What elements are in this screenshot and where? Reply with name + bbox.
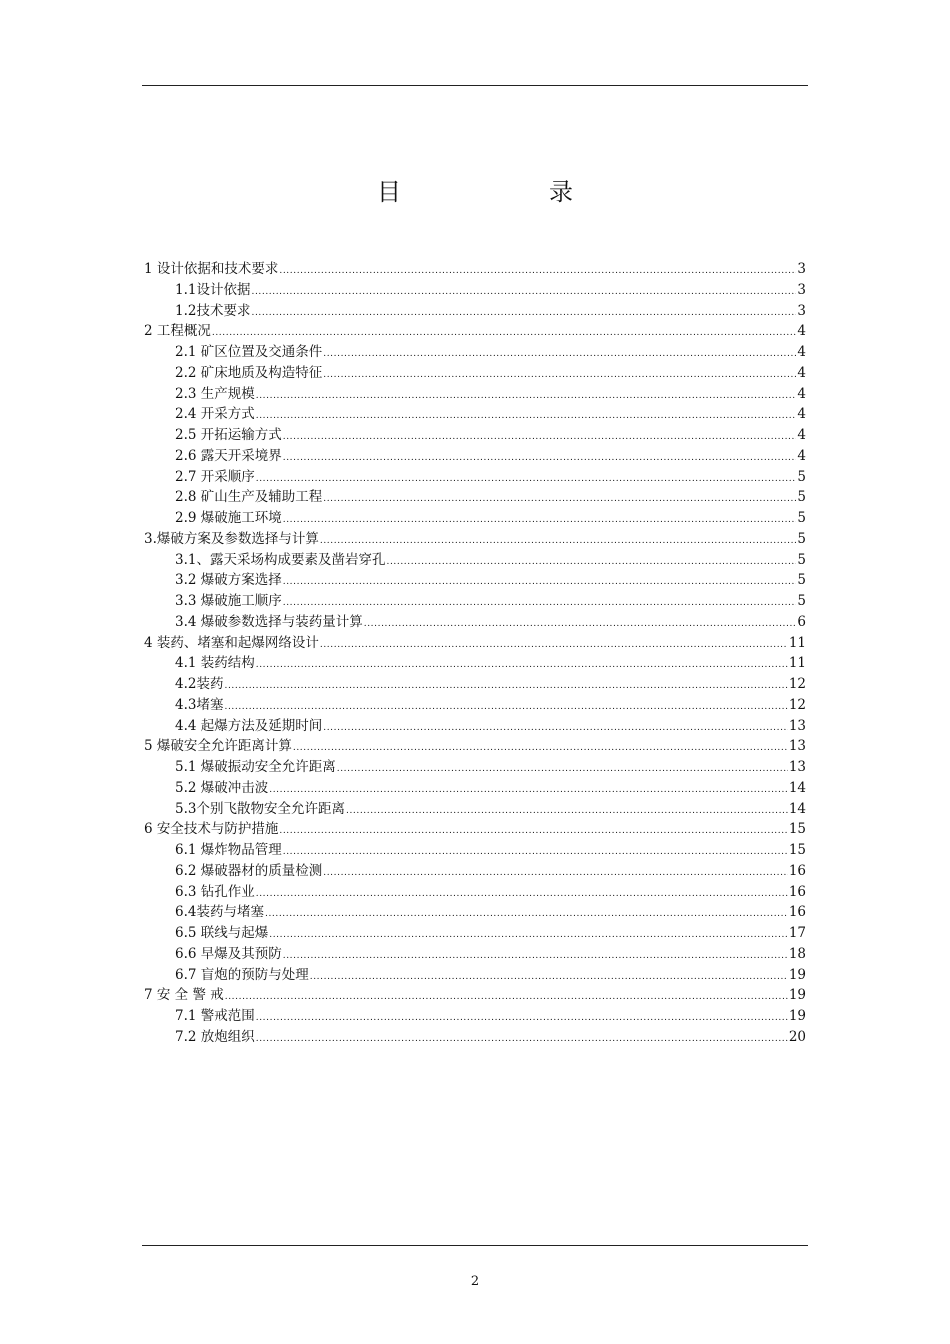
toc-entry[interactable] bbox=[144, 550, 806, 571]
toc-entry[interactable] bbox=[144, 342, 806, 363]
toc-leader-dots bbox=[310, 967, 788, 988]
toc-leader-dots bbox=[323, 365, 796, 386]
toc-leader-dots bbox=[283, 946, 788, 967]
toc-entry-label: 6.4装药与堵塞 bbox=[175, 904, 264, 921]
toc-entry-label: 3.1、露天采场构成要素及凿岩穿孔 bbox=[175, 551, 386, 568]
toc-entry-page: 4 bbox=[797, 364, 806, 381]
toc-leader-dots bbox=[256, 655, 788, 676]
toc-entry[interactable] bbox=[144, 591, 806, 612]
toc-entry-label: 7.2 放炮组织 bbox=[175, 1028, 255, 1045]
toc-entry[interactable] bbox=[144, 695, 806, 716]
toc-entry-label: 2.3 生产规模 bbox=[175, 385, 255, 402]
toc-entry-label: 3.2 爆破方案选择 bbox=[175, 572, 282, 589]
toc-entry-label: 2.2 矿床地质及构造特征 bbox=[175, 364, 323, 381]
toc-entry[interactable] bbox=[144, 902, 806, 923]
toc-entry-page: 14 bbox=[788, 779, 806, 796]
toc-entry-page: 13 bbox=[788, 717, 806, 734]
toc-entry-page: 3 bbox=[797, 302, 806, 319]
toc-leader-dots bbox=[269, 925, 788, 946]
toc-entry-page: 20 bbox=[788, 1028, 806, 1045]
toc-entry[interactable] bbox=[144, 612, 806, 633]
toc-entry[interactable] bbox=[144, 467, 806, 488]
toc-leader-dots bbox=[256, 1008, 788, 1029]
toc-leader-dots bbox=[323, 718, 788, 739]
toc-entry-page: 4 bbox=[797, 406, 806, 423]
toc-entry-label: 4.4 起爆方法及延期时间 bbox=[175, 717, 323, 734]
toc-entry-label: 4.1 装药结构 bbox=[175, 655, 255, 672]
toc-entry-label: 5.1 爆破振动安全允许距离 bbox=[175, 759, 336, 775]
toc-leader-dots bbox=[323, 489, 796, 510]
toc-entry[interactable] bbox=[144, 280, 806, 301]
toc-leader-dots bbox=[251, 282, 796, 303]
toc-leader-dots bbox=[212, 323, 797, 344]
toc-entry-label: 2.7 开采顺序 bbox=[175, 468, 255, 485]
toc-leader-dots bbox=[225, 987, 788, 1008]
toc-entry[interactable] bbox=[144, 508, 806, 529]
toc-leader-dots bbox=[283, 427, 797, 448]
toc-entry[interactable] bbox=[144, 985, 806, 1006]
toc-entry-page: 19 bbox=[788, 987, 806, 1004]
toc-entry-label: 2.9 爆破施工环境 bbox=[175, 510, 282, 526]
toc-entry-label: 7.1 警戒范围 bbox=[175, 1008, 255, 1024]
toc-entry[interactable] bbox=[144, 799, 806, 820]
toc-entry-page: 18 bbox=[788, 945, 806, 962]
toc-title: 目 录 bbox=[377, 178, 635, 206]
toc-entry-label: 6.1 爆炸物品管理 bbox=[175, 842, 282, 858]
toc-entry[interactable] bbox=[144, 363, 806, 384]
toc-leader-dots bbox=[251, 303, 796, 324]
toc-leader-dots bbox=[337, 759, 788, 780]
toc-entry-label: 6.6 早爆及其预防 bbox=[175, 945, 282, 962]
toc-entry-page: 13 bbox=[788, 759, 806, 775]
toc-entry-label: 5.2 爆破冲击波 bbox=[175, 779, 269, 796]
toc-leader-dots bbox=[256, 406, 797, 427]
toc-leader-dots bbox=[323, 344, 796, 365]
toc-entry[interactable] bbox=[144, 259, 806, 280]
toc-entry-page: 4 bbox=[797, 427, 806, 443]
toc-entry-page: 15 bbox=[788, 821, 806, 838]
toc-leader-dots bbox=[279, 821, 787, 842]
toc-entry-page: 14 bbox=[788, 800, 806, 817]
toc-entry-page: 3 bbox=[797, 261, 806, 277]
toc-entry[interactable] bbox=[144, 321, 806, 342]
toc-entry-label: 6.3 钻孔作业 bbox=[175, 883, 255, 900]
toc-entry-label: 6.7 盲炮的预防与处理 bbox=[175, 966, 309, 983]
toc-entry[interactable] bbox=[144, 487, 806, 508]
toc-entry[interactable] bbox=[144, 570, 806, 591]
toc-entry-label: 2.4 开采方式 bbox=[175, 406, 255, 423]
toc-entry[interactable] bbox=[144, 653, 806, 674]
toc-leader-dots bbox=[256, 1029, 788, 1050]
toc-leader-dots bbox=[265, 904, 788, 925]
toc-leader-dots bbox=[224, 697, 787, 718]
toc-entry-label: 3.3 爆破施工顺序 bbox=[175, 593, 282, 609]
toc-entry[interactable] bbox=[144, 301, 806, 322]
table-of-contents bbox=[144, 259, 806, 1048]
toc-entry[interactable] bbox=[144, 425, 806, 446]
toc-entry-label: 6.5 联线与起爆 bbox=[175, 925, 269, 941]
toc-entry-label: 2.1 矿区位置及交通条件 bbox=[175, 344, 323, 360]
toc-entry[interactable] bbox=[144, 446, 806, 467]
toc-entry-label: 2.8 矿山生产及辅助工程 bbox=[175, 489, 323, 506]
toc-entry-page: 11 bbox=[788, 634, 806, 651]
toc-entry[interactable] bbox=[144, 1027, 806, 1048]
toc-entry-page: 5 bbox=[797, 551, 806, 568]
toc-entry-label: 4.3堵塞 bbox=[175, 696, 224, 713]
toc-entry-page: 12 bbox=[788, 676, 806, 692]
toc-leader-dots bbox=[224, 676, 787, 697]
toc-entry-page: 5 bbox=[797, 510, 806, 526]
toc-entry[interactable] bbox=[144, 861, 806, 882]
toc-leader-dots bbox=[256, 386, 797, 407]
toc-entry[interactable] bbox=[144, 1006, 806, 1027]
toc-entry-page: 4 bbox=[797, 447, 806, 464]
toc-entry[interactable] bbox=[144, 674, 806, 695]
toc-leader-dots bbox=[320, 635, 788, 656]
toc-leader-dots bbox=[320, 531, 797, 552]
toc-entry-page: 5 bbox=[797, 572, 806, 589]
toc-entry[interactable] bbox=[144, 882, 806, 903]
footer-rule bbox=[142, 1245, 808, 1246]
toc-entry-label: 5 爆破安全允许距离计算 bbox=[144, 738, 292, 755]
toc-entry-label: 1.1设计依据 bbox=[175, 281, 251, 298]
toc-leader-dots bbox=[346, 801, 788, 822]
toc-entry-label: 2.6 露天开采境界 bbox=[175, 447, 282, 464]
toc-entry-label: 1 设计依据和技术要求 bbox=[144, 261, 279, 277]
toc-entry[interactable] bbox=[144, 840, 806, 861]
toc-entry[interactable] bbox=[144, 736, 806, 757]
toc-entry-label: 7 安 全 警 戒 bbox=[144, 987, 224, 1004]
toc-entry-page: 3 bbox=[797, 281, 806, 298]
toc-leader-dots bbox=[293, 738, 788, 759]
toc-entry[interactable] bbox=[144, 404, 806, 425]
toc-entry-page: 12 bbox=[788, 696, 806, 713]
toc-entry[interactable] bbox=[144, 757, 806, 778]
toc-entry[interactable] bbox=[144, 778, 806, 799]
toc-entry-label: 6 安全技术与防护措施 bbox=[144, 821, 279, 838]
toc-entry-page: 4 bbox=[797, 385, 806, 402]
toc-entry-label: 3.爆破方案及参数选择与计算 bbox=[144, 530, 319, 547]
toc-entry-label: 1.2技术要求 bbox=[175, 302, 251, 319]
toc-entry-page: 4 bbox=[797, 344, 806, 360]
toc-entry-page: 11 bbox=[788, 655, 806, 672]
toc-entry-label: 3.4 爆破参数选择与装药量计算 bbox=[175, 613, 363, 630]
toc-leader-dots bbox=[279, 261, 796, 282]
toc-entry[interactable] bbox=[144, 529, 806, 550]
toc-entry-page: 16 bbox=[788, 904, 806, 921]
toc-entry-page: 13 bbox=[788, 738, 806, 755]
toc-entry-page: 16 bbox=[788, 883, 806, 900]
toc-entry-label: 2.5 开拓运输方式 bbox=[175, 427, 282, 443]
toc-entry-page: 19 bbox=[788, 1008, 806, 1024]
toc-entry-label: 5.3个别飞散物安全允许距离 bbox=[175, 800, 345, 817]
toc-leader-dots bbox=[283, 842, 788, 863]
toc-entry-page: 15 bbox=[788, 842, 806, 858]
toc-entry[interactable] bbox=[144, 944, 806, 965]
toc-leader-dots bbox=[269, 780, 788, 801]
toc-leader-dots bbox=[256, 469, 797, 490]
toc-entry-page: 19 bbox=[788, 966, 806, 983]
toc-leader-dots bbox=[364, 614, 797, 635]
toc-leader-dots bbox=[323, 863, 788, 884]
toc-entry[interactable] bbox=[144, 965, 806, 986]
toc-entry-page: 6 bbox=[797, 613, 806, 630]
toc-entry-page: 5 bbox=[797, 468, 806, 485]
page-number: 2 bbox=[470, 1274, 480, 1289]
toc-entry-page: 17 bbox=[788, 925, 806, 941]
toc-leader-dots bbox=[283, 510, 797, 531]
toc-entry-label: 4.2装药 bbox=[175, 676, 224, 692]
toc-leader-dots bbox=[256, 884, 788, 905]
toc-entry[interactable] bbox=[144, 923, 806, 944]
toc-leader-dots bbox=[283, 593, 797, 614]
toc-entry-page: 16 bbox=[788, 862, 806, 879]
toc-leader-dots bbox=[283, 572, 797, 593]
toc-leader-dots bbox=[283, 448, 797, 469]
toc-entry-page: 5 bbox=[797, 489, 806, 506]
toc-entry-label: 2 工程概况 bbox=[144, 323, 211, 340]
toc-entry-label: 4 装药、堵塞和起爆网络设计 bbox=[144, 634, 319, 651]
toc-entry-label: 6.2 爆破器材的质量检测 bbox=[175, 862, 323, 879]
toc-leader-dots bbox=[386, 552, 796, 573]
toc-entry-page: 4 bbox=[797, 323, 806, 340]
toc-entry[interactable] bbox=[144, 633, 806, 654]
toc-entry[interactable] bbox=[144, 819, 806, 840]
toc-entry-page: 5 bbox=[797, 530, 806, 547]
toc-entry-page: 5 bbox=[797, 593, 806, 609]
toc-entry[interactable] bbox=[144, 716, 806, 737]
toc-entry[interactable] bbox=[144, 384, 806, 405]
header-rule bbox=[142, 85, 808, 86]
